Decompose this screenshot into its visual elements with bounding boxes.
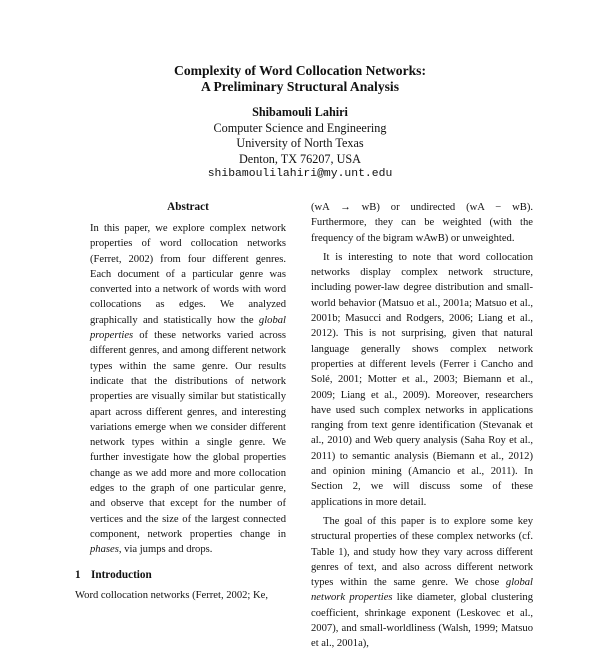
author-block bbox=[0, 105, 600, 183]
title-line-2: A Preliminary Structural Analysis bbox=[201, 79, 399, 94]
paper-title bbox=[0, 63, 600, 95]
abstract-heading: Abstract bbox=[167, 201, 209, 213]
right-paragraph-2: It is interesting to note that word collocation networks display complex network structure, including power-law degree distribution and small-world behavior (Matsuo et al., 2001a; Matsuo et al., 2001b; Masucci and Rodgers, 2006; Liang et al., 2012). This is not surprising, given that natural language generally shows complex network properties at different levels (Ferrer i Cancho and Solé, 2001; Motter et al., 2003; Biemann et al., 2009; Liang et al., 2009). Moreover, researchers have used such complex networks in applications ranging from text genre identification (Stevanak et al., 2010) and Web query analysis (Saha Roy et al., 2011) to semantic analysis (Biemann et al., 2012) and opinion mining (Amancio et al., 2011). In Section 2, we will discuss some of these applications in more detail. bbox=[311, 251, 533, 508]
emphasis-global-network-properties: global network properties bbox=[311, 577, 533, 604]
right-column bbox=[311, 200, 533, 652]
abstract-emphasis-global-properties: global properties bbox=[90, 314, 286, 342]
abstract-text-1: In this paper, we explore complex network properties of word collocation networks (Ferret, 2002) from four different genres. Each document of a particular genre was converted into a network of words with word collocations as edges. We analyzed graphically and statistically how the bbox=[90, 223, 286, 326]
section-1-number: 1 bbox=[75, 568, 81, 581]
right-paragraph-3 bbox=[311, 514, 533, 652]
affiliation-city: Denton, TX 76207, USA bbox=[239, 151, 361, 166]
introduction-text: Word collocation networks (Ferret, 2002; Ke, bbox=[75, 589, 269, 601]
right-paragraph-3-text-2: like diameter, global clustering coefficient, shrinkage exponent (Leskovec et al., 2007), and small-worldliness (Walsh, 1999; Matsuo et al., 2001a), bbox=[311, 592, 533, 650]
section-1-heading bbox=[75, 568, 301, 582]
affiliation-university: University of North Texas bbox=[236, 136, 364, 150]
right-paragraph-1: (wA → wB) or undirected (wA − wB). Furthermore, they can be weighted (with the frequency of the bigram wAwB) or unweighted. bbox=[311, 202, 533, 244]
left-column bbox=[75, 200, 301, 603]
abstract-text-3: , via jumps and drops. bbox=[118, 544, 213, 556]
author-email[interactable]: shibamoulilahiri@my.unt.edu bbox=[207, 168, 393, 180]
abstract-text-2: of these networks varied across different genres, and among different network types within the same genre. Our results indicate that the distributions of network properties are visually similar but statistically apart across different genres, and interesting variations emerge when we consider different network types within a single genre. We further investigate how the global properties change as we add more and more collocation edges to the graph of one particular genre, and observe that except for the number of vertices and the size of the largest connected component, network properties change in bbox=[90, 330, 286, 540]
title-line-1: Complexity of Word Collocation Networks: bbox=[174, 63, 426, 78]
section-1-title: Introduction bbox=[91, 568, 152, 581]
right-paragraph-3-text-1: The goal of this paper is to explore some key structural properties of these complex networks (cf. Table 1), and study how they vary across different genres of text, and also across different network types within the same genre. We chose bbox=[311, 515, 533, 589]
abstract-body bbox=[90, 221, 286, 558]
abstract-emphasis-phases: phases bbox=[90, 544, 119, 556]
author-name: Shibamouli Lahiri bbox=[252, 105, 348, 119]
affiliation-department: Computer Science and Engineering bbox=[213, 120, 387, 135]
